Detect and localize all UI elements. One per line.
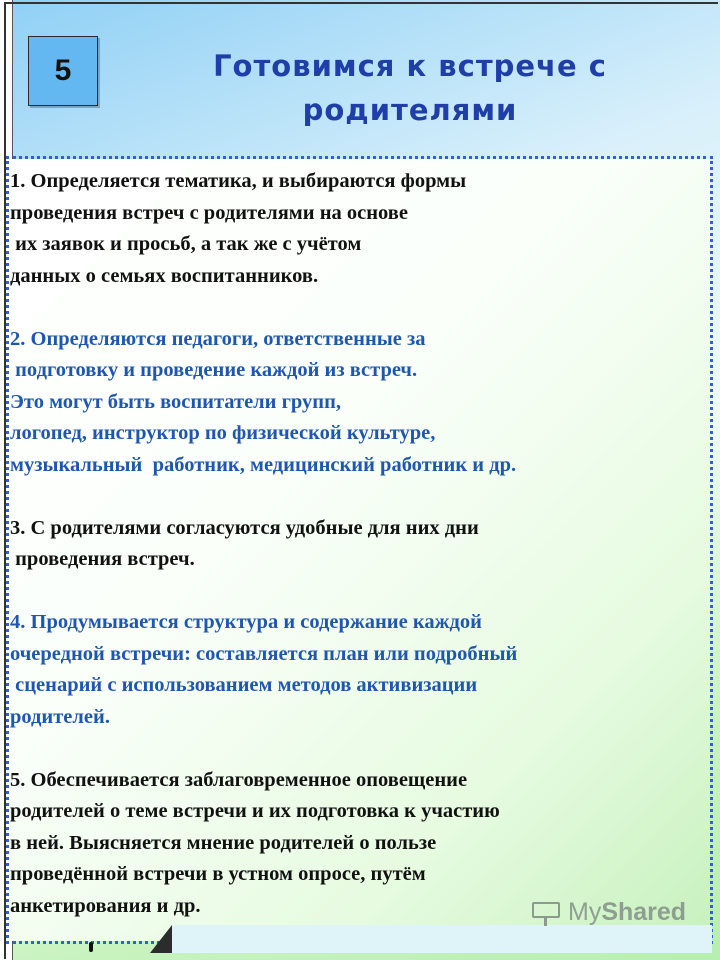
list-item-line: 3. С родителями согласуются удобные для них дни xyxy=(10,516,479,539)
list-item-line: Это могут быть воспитатели групп, xyxy=(10,390,342,413)
list-item-line: подготовку и проведение каждой из встреч. xyxy=(10,359,418,381)
bottom-ledge xyxy=(172,925,712,953)
list-item-line: родителей. xyxy=(10,705,110,728)
list-item-line: музыкальный работник, медицинский работник и др. xyxy=(10,453,517,476)
list-item-line: 1. Определяется тематика, и выбираются формы xyxy=(10,170,467,192)
list-item-line: очередной встречи: составляется план или подробный xyxy=(10,642,518,665)
content-text xyxy=(10,166,710,922)
slide-title xyxy=(120,44,700,132)
list-item-line: 2. Определяются педагоги, ответственные за xyxy=(10,327,426,350)
list-item-line: родителей о теме встречи и их подготовка к участию xyxy=(10,800,500,822)
slide-title-line-1: Готовимся к встрече с xyxy=(213,49,607,83)
list-item-4 xyxy=(10,607,710,733)
list-item-3 xyxy=(10,513,710,576)
list-item-line: анкетирования и др. xyxy=(10,894,201,917)
item-spacer xyxy=(10,292,710,324)
watermark-shared: Shared xyxy=(601,898,687,926)
list-item-line: их заявок и просьб, а так же с учётом xyxy=(10,233,362,255)
item-spacer xyxy=(10,576,710,608)
list-item-line: проведения встреч. xyxy=(10,548,195,570)
corner-triangle xyxy=(150,925,172,953)
watermark-myshared xyxy=(532,898,686,927)
list-item-line: в ней. Выясняется мнение родителей о пользе xyxy=(10,831,437,854)
list-item-line: сценарий с использованием методов активизации xyxy=(10,674,478,696)
list-item-line: логопед, инструктор по физической культуре, xyxy=(10,422,436,444)
list-item-line: 5. Обеспечивается заблаговременное оповещение xyxy=(10,768,468,791)
list-item-line: проведённой встречи в устном опросе, путём xyxy=(10,863,426,885)
slide-number-badge xyxy=(28,36,98,106)
list-item-line: 4. Продумывается структура и содержание каждой xyxy=(10,611,482,633)
list-item-1 xyxy=(10,166,710,292)
slide-number: 5 xyxy=(54,54,72,87)
list-item-line: проведения встреч с родителями на основе xyxy=(10,201,408,224)
list-item-line: данных о семьях воспитанников. xyxy=(10,264,319,287)
watermark-my: My xyxy=(568,898,602,926)
item-spacer xyxy=(10,733,710,765)
presentation-board-icon xyxy=(532,900,562,926)
list-item-2 xyxy=(10,324,710,482)
bullet-mark xyxy=(89,942,93,952)
slide-title-line-2: родителями xyxy=(302,93,518,127)
item-spacer xyxy=(10,481,710,513)
